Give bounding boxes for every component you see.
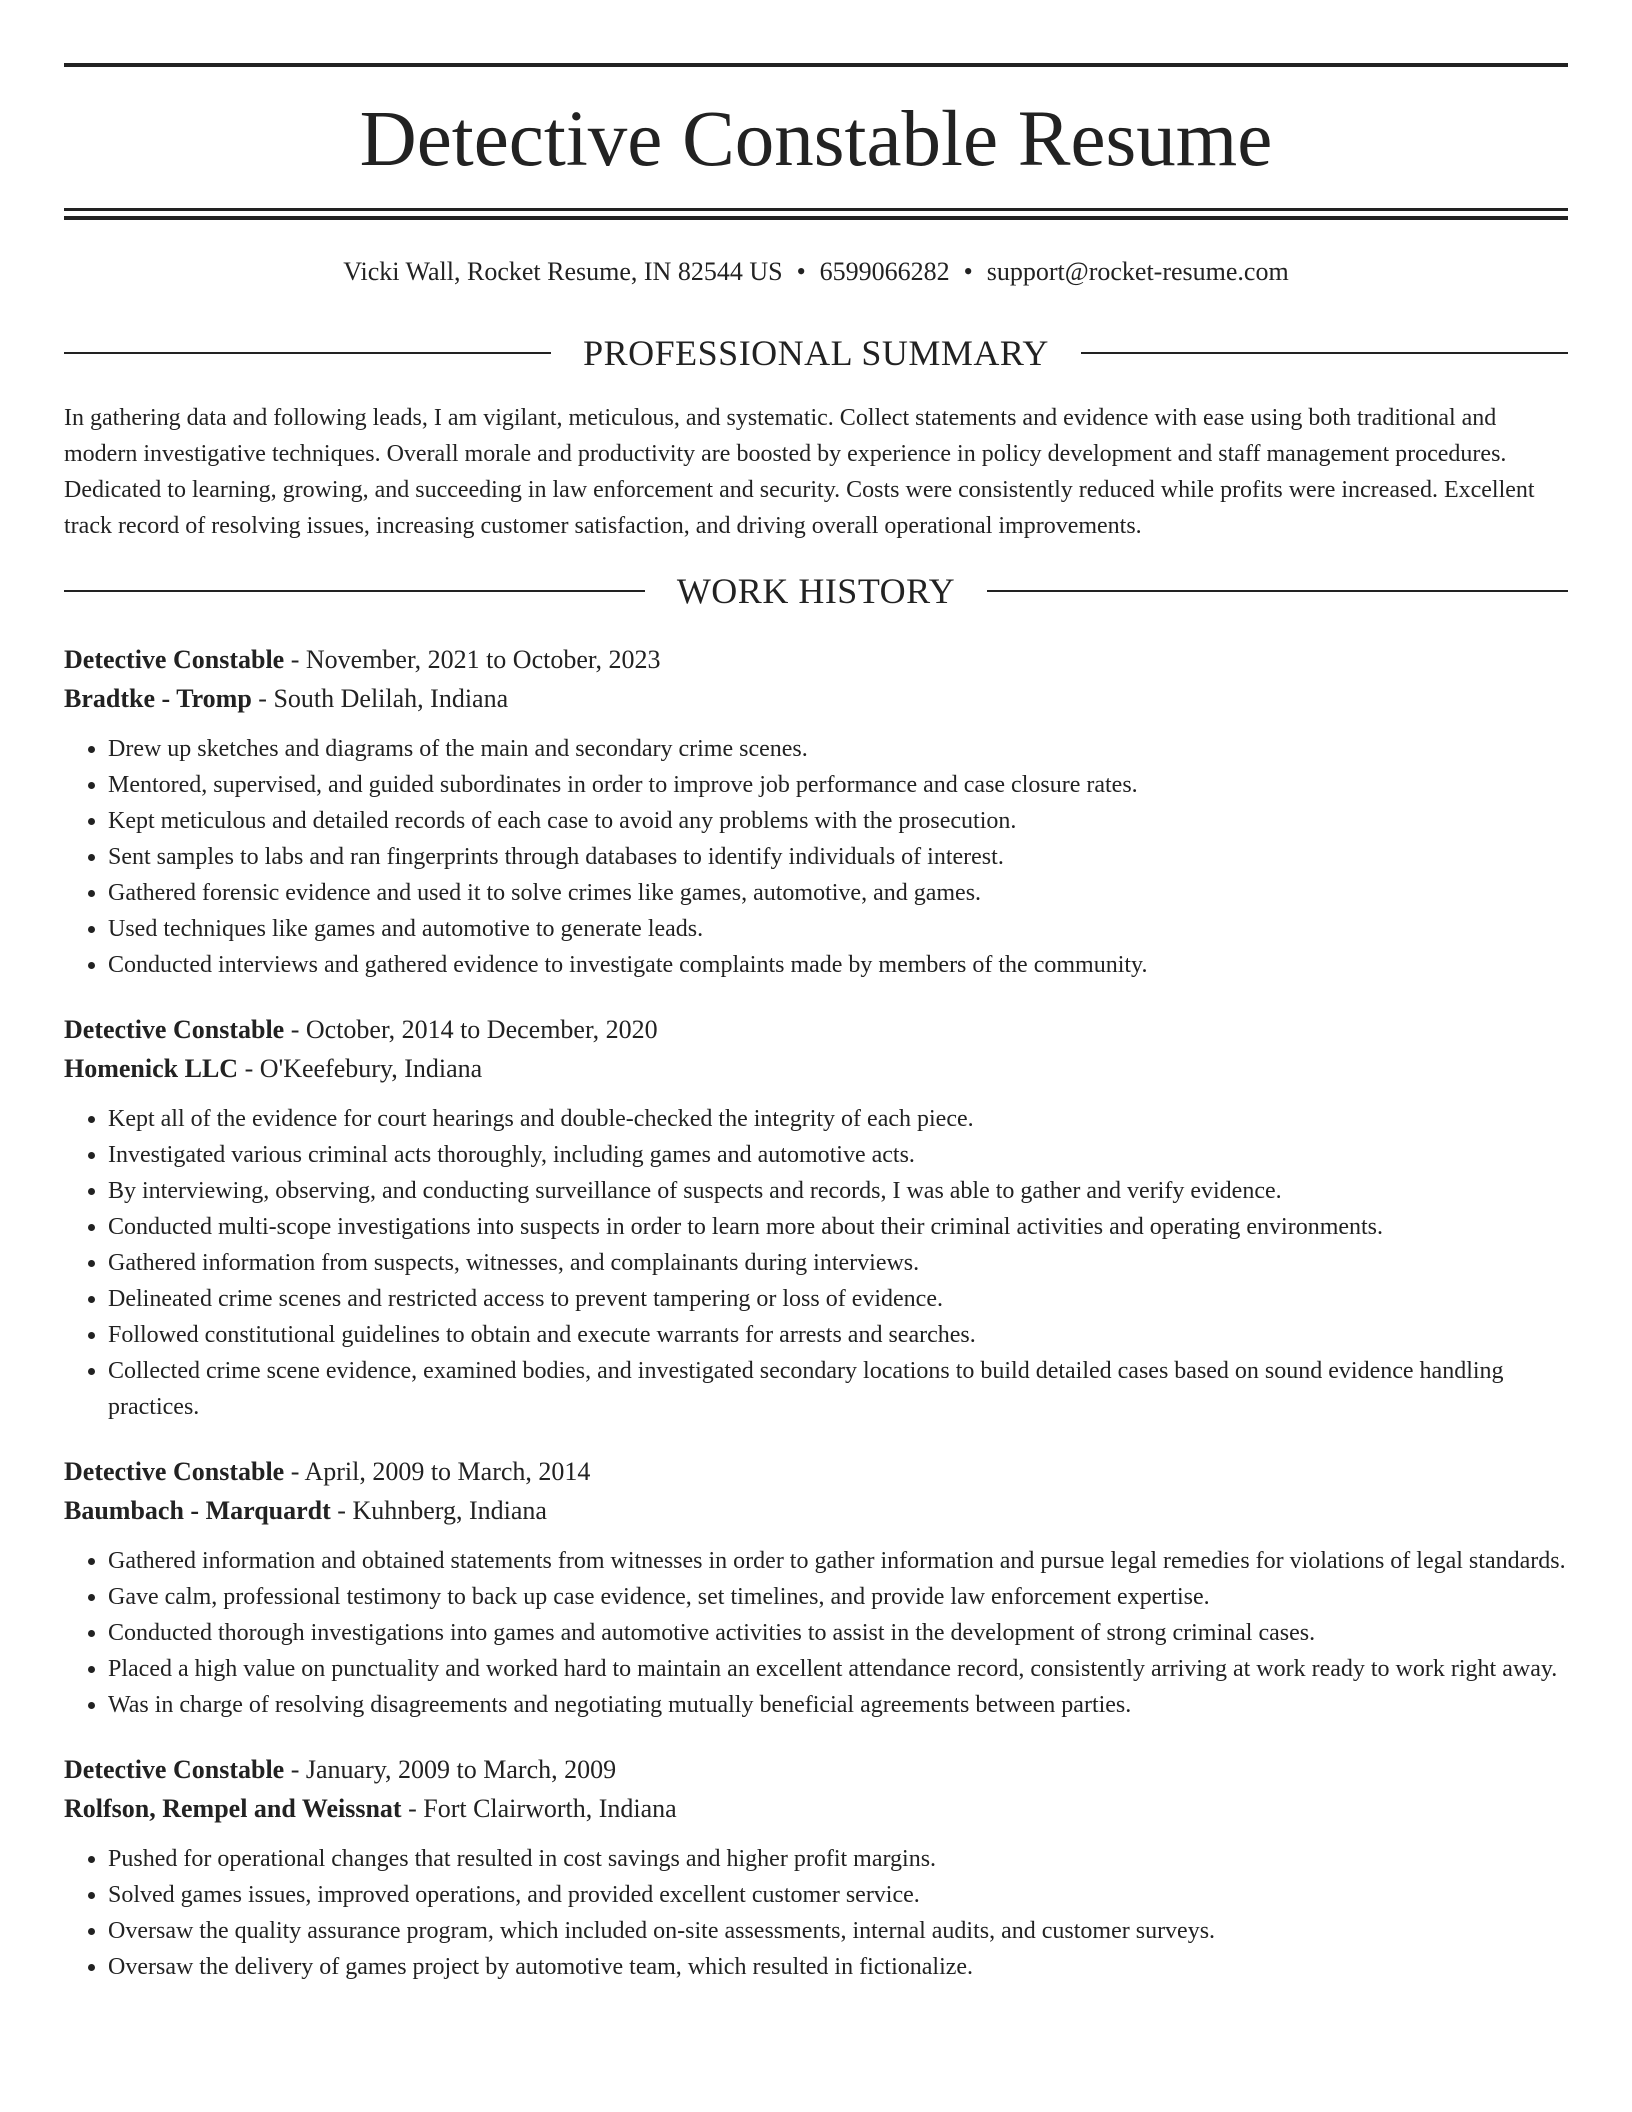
summary-heading-label: PROFESSIONAL SUMMARY xyxy=(583,333,1049,373)
job-bullets xyxy=(64,1543,1568,1723)
work-heading-label: WORK HISTORY xyxy=(676,571,956,611)
job-company: Rolfson, Rempel and Weissnat xyxy=(64,1794,402,1823)
job-company-line xyxy=(64,679,1568,718)
job-bullet: • Kept meticulous and detailed records of each case to avoid any problems with the prosecution. xyxy=(108,803,1568,839)
job-bullet: • Placed a high value on punctuality and worked hard to maintain an excellent attendance record, consistently arriving at work ready to work right away. xyxy=(108,1651,1568,1687)
heading-rule-right xyxy=(987,590,1568,592)
job-bullets xyxy=(64,731,1568,983)
top-rule xyxy=(64,63,1568,67)
page-title: Detective Constable Resume xyxy=(359,96,1273,183)
job-bullet: • Gathered information from suspects, witnesses, and complainants during interviews. xyxy=(108,1245,1568,1281)
job-bullet: • Kept all of the evidence for court hearings and double-checked the integrity of each piece. xyxy=(108,1101,1568,1137)
title-rule-lower xyxy=(64,216,1568,220)
contact-phone: 6599066282 xyxy=(819,257,950,286)
job-location: - O'Keefebury, Indiana xyxy=(238,1054,483,1083)
job-bullet: • Gathered forensic evidence and used it to solve crimes like games, automotive, and games. xyxy=(108,875,1568,911)
job-title: Detective Constable xyxy=(64,1755,285,1784)
job-dates: - November, 2021 to October, 2023 xyxy=(284,645,661,674)
job-bullet: • Conducted thorough investigations into games and automotive activities to assist in the development of strong criminal cases. xyxy=(108,1615,1568,1651)
job-bullet: • Gathered information and obtained statements from witnesses in order to gather information and pursue legal remedies for violations of legal standards. xyxy=(108,1543,1568,1579)
job-bullet: • Was in charge of resolving disagreements and negotiating mutually beneficial agreements between parties. xyxy=(108,1687,1568,1723)
contact-separator: • xyxy=(796,257,806,286)
job-bullets xyxy=(64,1101,1568,1425)
contact-line xyxy=(64,256,1568,288)
job-entry xyxy=(64,1010,1568,1425)
heading-rule-right xyxy=(1081,352,1568,354)
job-bullet: • Collected crime scene evidence, examined bodies, and investigated secondary locations to build detailed cases based on sound evidence handling practices. xyxy=(108,1353,1568,1425)
job-company-line xyxy=(64,1049,1568,1088)
job-title-line xyxy=(64,640,1568,679)
job-bullet: • Pushed for operational changes that resulted in cost savings and higher profit margins. xyxy=(108,1841,1568,1877)
job-bullet: • Oversaw the delivery of games project by automotive team, which resulted in fictionalize. xyxy=(108,1949,1568,1985)
summary-text: In gathering data and following leads, I am vigilant, meticulous, and systematic. Collect statements and evidence with ease using both traditional and modern investigative techniques. Overall morale and productivity are boosted by experience in policy development and staff management procedures. Dedicated to learning, growing, and succeeding in law enforcement and security. Costs were consistently reduced while profits were increased. Excellent track record of resolving issues, increasing customer satisfaction, and driving overall operational improvements. xyxy=(64,405,1535,539)
job-bullet: • Sent samples to labs and ran fingerprints through databases to identify individuals of interest. xyxy=(108,839,1568,875)
job-title: Detective Constable xyxy=(64,1015,285,1044)
job-location: - Kuhnberg, Indiana xyxy=(330,1496,547,1525)
work-history-list xyxy=(64,640,1568,2012)
job-entry xyxy=(64,1750,1568,1985)
job-company-line xyxy=(64,1491,1568,1530)
job-dates: - April, 2009 to March, 2014 xyxy=(284,1457,591,1486)
job-bullet: • Oversaw the quality assurance program, which included on-site assessments, internal audits, and customer surveys. xyxy=(108,1913,1568,1949)
job-title-line xyxy=(64,1452,1568,1491)
job-title: Detective Constable xyxy=(64,1457,285,1486)
job-dates: - October, 2014 to December, 2020 xyxy=(284,1015,658,1044)
job-bullet: • Mentored, supervised, and guided subordinates in order to improve job performance and case closure rates. xyxy=(108,767,1568,803)
job-location: - South Delilah, Indiana xyxy=(251,684,509,713)
job-company: Homenick LLC xyxy=(64,1054,239,1083)
job-title: Detective Constable xyxy=(64,645,285,674)
job-title-line xyxy=(64,1010,1568,1049)
job-entry xyxy=(64,1452,1568,1723)
job-location: - Fort Clairworth, Indiana xyxy=(401,1794,677,1823)
job-company: Bradtke - Tromp xyxy=(64,684,252,713)
job-bullet: • Used techniques like games and automotive to generate leads. xyxy=(108,911,1568,947)
job-bullet: • Delineated crime scenes and restricted access to prevent tampering or loss of evidence. xyxy=(108,1281,1568,1317)
job-bullet: • Gave calm, professional testimony to back up case evidence, set timelines, and provide law enforcement expertise. xyxy=(108,1579,1568,1615)
heading-rule-left xyxy=(64,590,645,592)
summary-heading xyxy=(64,333,1568,373)
job-bullets xyxy=(64,1841,1568,1985)
job-title-line xyxy=(64,1750,1568,1789)
contact-separator: • xyxy=(963,257,973,286)
job-company-line xyxy=(64,1789,1568,1828)
contact-email: support@rocket-resume.com xyxy=(986,257,1289,286)
title-rule-upper xyxy=(64,208,1568,211)
job-company: Baumbach - Marquardt xyxy=(64,1496,331,1525)
job-bullet: • Conducted multi-scope investigations into suspects in order to learn more about their criminal activities and operating environments. xyxy=(108,1209,1568,1245)
job-bullet: • Drew up sketches and diagrams of the main and secondary crime scenes. xyxy=(108,731,1568,767)
job-bullet: • Conducted interviews and gathered evidence to investigate complaints made by members of the community. xyxy=(108,947,1568,983)
job-bullet: • By interviewing, observing, and conducting surveillance of suspects and records, I was able to gather and verify evidence. xyxy=(108,1173,1568,1209)
job-bullet: • Solved games issues, improved operations, and provided excellent customer service. xyxy=(108,1877,1568,1913)
job-bullet: • Investigated various criminal acts thoroughly, including games and automotive acts. xyxy=(108,1137,1568,1173)
work-heading xyxy=(64,571,1568,611)
job-bullet: • Followed constitutional guidelines to obtain and execute warrants for arrests and searches. xyxy=(108,1317,1568,1353)
job-dates: - January, 2009 to March, 2009 xyxy=(284,1755,617,1784)
job-entry xyxy=(64,640,1568,983)
contact-address: Vicki Wall, Rocket Resume, IN 82544 US xyxy=(343,257,783,286)
heading-rule-left xyxy=(64,352,551,354)
